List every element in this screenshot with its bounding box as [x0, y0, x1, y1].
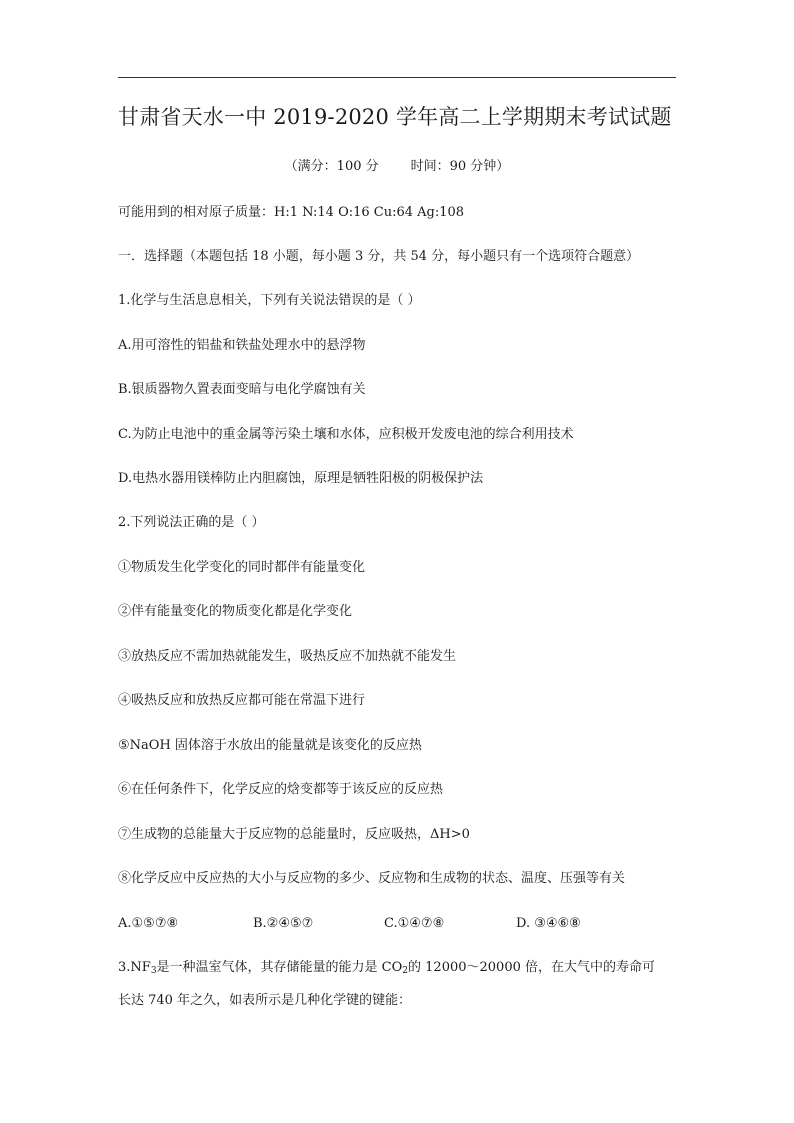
question-2-option-c: C.①④⑦⑧: [384, 916, 445, 931]
time-limit: 时间：90 分钟）: [410, 159, 510, 174]
atomic-masses: 可能用到的相对原子质量：H:1 N:14 O:16 Cu:64 Ag:108: [118, 205, 465, 220]
question-1-stem: 1.化学与生活息息相关，下列有关说法错误的是（ ）: [118, 293, 421, 308]
page-title: 甘肃省天水一中 2019-2020 学年高二上学期期末考试试题: [118, 105, 672, 129]
question-1-option-d: D.电热水器用镁棒防止内胆腐蚀，原理是牺牲阳极的阴极保护法: [118, 471, 484, 486]
header-rule: [118, 77, 676, 78]
question-2-option-a: A.①⑤⑦⑧: [118, 916, 179, 931]
section-heading: 一．选择题（本题包括 18 小题，每小题 3 分，共 54 分，每小题只有一个选项符合题意）: [118, 249, 640, 264]
question-2-statement-7: ⑦生成物的总能量大于反应物的总能量时，反应吸热，ΔH>0: [118, 827, 470, 842]
question-2-statement-1: ①物质发生化学变化的同时都伴有能量变化: [118, 560, 366, 575]
question-3-text-a: 3.NF: [118, 960, 151, 975]
question-2-stem: 2.下列说法正确的是（ ）: [118, 515, 265, 530]
question-1-option-c: C.为防止电池中的重金属等污染土壤和水体，应积极开发废电池的综合利用技术: [118, 427, 574, 442]
question-3-stem-line-2: 长达 740 年之久，如表所示是几种化学键的键能：: [118, 993, 412, 1008]
question-2-option-b: B.②④⑤⑦: [253, 916, 314, 931]
full-score: （满分：100 分: [284, 159, 379, 174]
question-2-statement-8: ⑧化学反应中反应热的大小与反应物的多少、反应物和生成物的状态、温度、压强等有关: [118, 871, 626, 886]
question-3-subscript-b: 2: [402, 966, 409, 976]
exam-meta: [0, 157, 794, 177]
question-2-option-d: D. ③④⑥⑧: [516, 916, 581, 931]
question-3-text-c: 的 12000～20000 倍，在大气中的寿命可: [408, 960, 656, 975]
question-3-subscript-a: 3: [150, 966, 157, 976]
question-1-option-b: B.银质器物久置表面变暗与电化学腐蚀有关: [118, 382, 366, 397]
question-2-options: [118, 914, 678, 934]
question-3-text-b: 是一种温室气体，其存储能量的能力是 CO: [156, 960, 403, 975]
question-2-statement-4: ④吸热反应和放热反应都可能在常温下进行: [118, 693, 366, 708]
question-3-stem-line-1: [118, 958, 655, 978]
question-2-statement-6: ⑥在任何条件下，化学反应的焓变都等于该反应的反应热: [118, 782, 444, 797]
question-2-statement-2: ②伴有能量变化的物质变化都是化学变化: [118, 604, 353, 619]
question-2-statement-3: ③放热反应不需加热就能发生，吸热反应不加热就不能发生: [118, 649, 457, 664]
question-2-statement-5: ⑤NaOH 固体溶于水放出的能量就是该变化的反应热: [118, 738, 422, 753]
question-1-option-a: A.用可溶性的铝盐和铁盐处理水中的悬浮物: [118, 338, 366, 353]
